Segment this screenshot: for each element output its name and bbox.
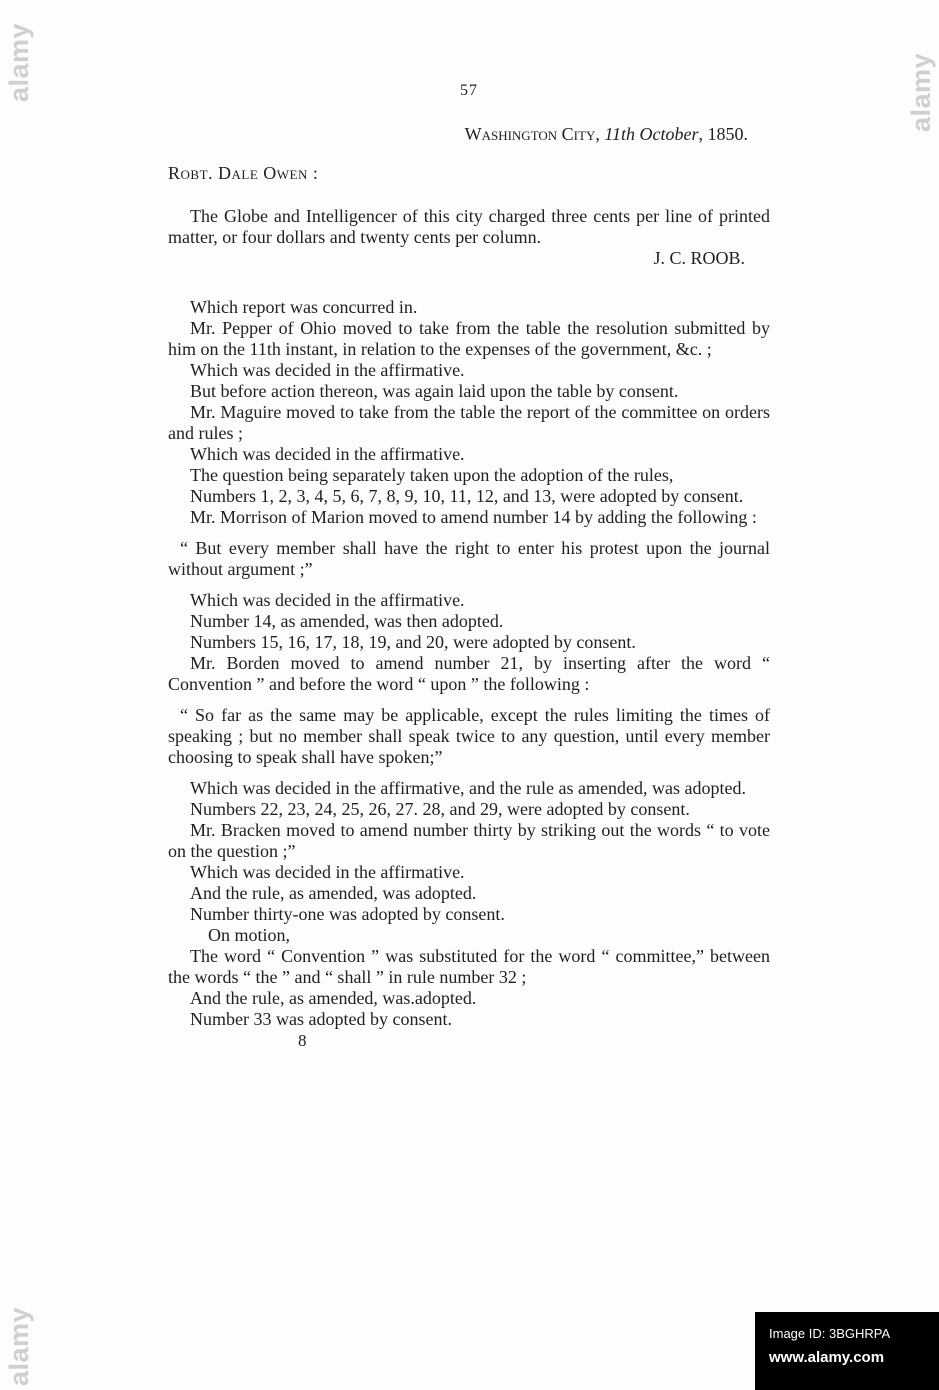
paragraph: J. C. ROOB. <box>653 248 745 268</box>
paragraph: Which was decided in the affirmative. <box>190 590 465 610</box>
paragraph: Numbers 15, 16, 17, 18, 19, and 20, were adopted by consent. <box>190 632 636 652</box>
paragraph: And the rule, as amended, was adopted. <box>190 883 477 903</box>
paragraph: Numbers 1, 2, 3, 4, 5, 6, 7, 8, 9, 10, 11, 12, and 13, were adopted by consent. <box>190 486 744 506</box>
dateline-year: , 1850. <box>698 124 748 144</box>
paragraph: Mr. Bracken moved to amend number thirty by striking out the words “ to vote on the question ;” <box>168 820 770 861</box>
salutation: Robt. Dale Owen : <box>168 163 319 183</box>
paragraph: “ But every member shall have the right to enter his protest upon the journal without argument ;” <box>168 538 770 579</box>
alamy-watermark: alamy <box>4 22 34 102</box>
paragraph: Which was decided in the affirmative. <box>190 360 465 380</box>
body-paragraphs <box>168 206 770 1030</box>
paragraph: And the rule, as amended, was.adopted. <box>190 988 477 1008</box>
paragraph: Numbers 22, 23, 24, 25, 26, 27. 28, and 29, were adopted by consent. <box>190 799 690 819</box>
paragraph: The word “ Convention ” was substituted for the word “ committee,” between the words “ the ” and “ shall ” in rule number 32 ; <box>168 946 770 987</box>
paragraph: Number 33 was adopted by consent. <box>190 1009 452 1029</box>
paragraph: Number 14, as amended, was then adopted. <box>190 611 504 631</box>
paragraph: Which was decided in the affirmative. <box>190 444 465 464</box>
paragraph: On motion, <box>208 925 291 945</box>
alamy-website-label: www.alamy.com <box>769 1349 885 1366</box>
page-number: 57 <box>460 82 478 99</box>
paragraph: Mr. Borden moved to amend number 21, by inserting after the word “ Convention ” and before the word “ upon ” the following : <box>168 653 770 694</box>
document-content <box>168 82 770 1051</box>
paragraph: The question being separately taken upon the adoption of the rules, <box>190 465 674 485</box>
printers-signature-mark: 8 <box>298 1031 307 1050</box>
paragraph: Mr. Morrison of Marion moved to amend number 14 by adding the following : <box>190 507 757 527</box>
paragraph: But before action thereon, was again laid upon the table by consent. <box>190 381 679 401</box>
paragraph: Which was decided in the affirmative, and the rule as amended, was adopted. <box>190 778 746 798</box>
paragraph: “ So far as the same may be applicable, except the rules limiting the times of speaking ; but no member shall speak twice to any question, until every member choosing to speak shall have spoken;” <box>168 705 770 767</box>
paragraph: Mr. Maguire moved to take from the table the report of the committee on orders and rules ; <box>168 402 770 443</box>
dateline <box>168 124 770 145</box>
dateline-place: Washington City, <box>464 124 600 144</box>
stock-photo-info-box <box>755 1312 939 1390</box>
alamy-watermark: alamy <box>4 1306 34 1386</box>
paragraph: Which report was concurred in. <box>190 297 418 317</box>
paragraph: The Globe and Intelligencer of this city charged three cents per line of printed matter, or four dollars and twenty cents per column. <box>168 206 770 247</box>
dateline-date: 11th October <box>599 124 699 144</box>
paragraph: Which was decided in the affirmative. <box>190 862 465 882</box>
image-id-label: Image ID: 3BGHRPA <box>769 1326 891 1341</box>
alamy-watermark: alamy <box>906 52 936 132</box>
paragraph: Mr. Pepper of Ohio moved to take from the table the resolution submitted by him on the 11th instant, in relation to the expenses of the government, &c. ; <box>168 318 770 359</box>
paragraph: Number thirty-one was adopted by consent. <box>190 904 505 924</box>
